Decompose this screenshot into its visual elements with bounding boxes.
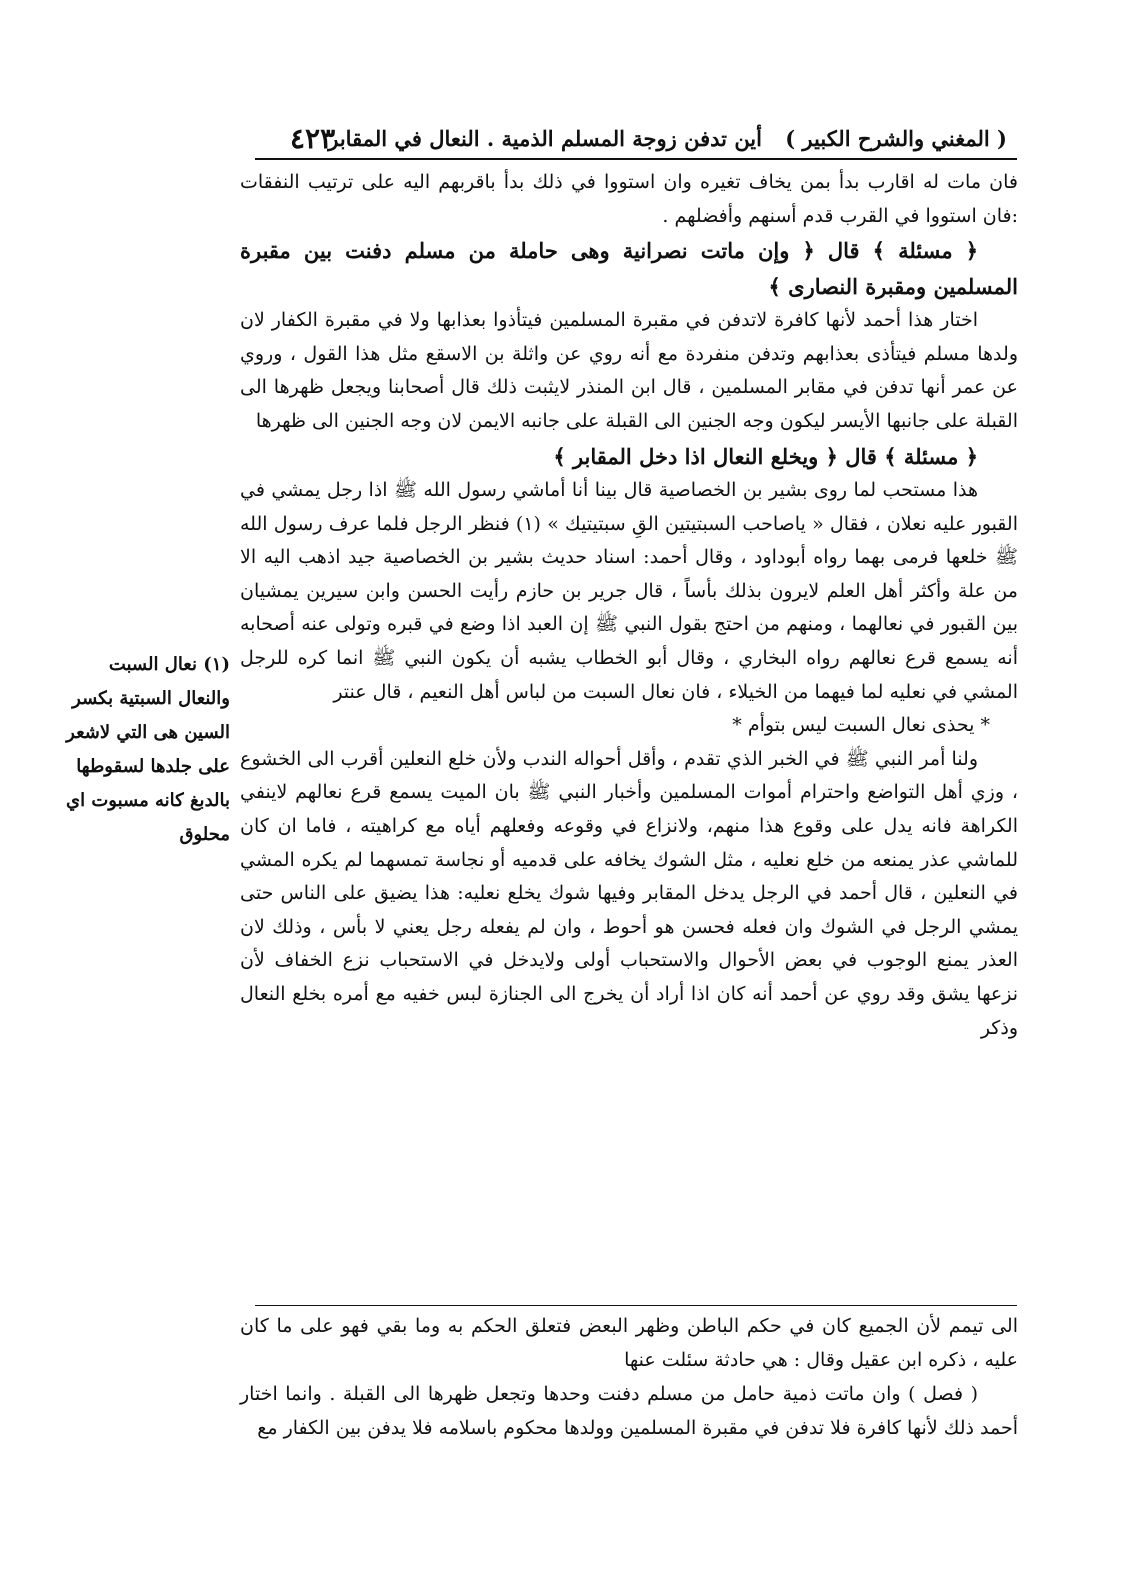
section-heading: ﴿ مسئلة ﴾ قال ﴿ ويخلع النعال اذا دخل المقابر ﴾ — [553, 443, 978, 469]
header-rule — [255, 158, 1017, 160]
paragraph: ( فصل ) وان ماتت ذمية حامل من مسلم دفنت وحدها وتجعل ظهرها الى القبلة . وانما اختار أحمد ذلك لأنها كافرة فلا تدفن في مقبرة المسلمين وولدها محكوم باسلامه فلا يدفن بين الكفار مع — [240, 1383, 1018, 1439]
main-text — [240, 166, 1018, 1301]
paragraph: ولنا أمر النبي ﷺ في الخبر الذي تقدم ، وأقل أحواله الندب ولأن خلع النعلين أقرب الى الخشوع ، وزي أهل التواضع واحترام أموات المسلمين وأخبار النبي ﷺ بان الميت يسمع قرع نعالهم لاينفي الكراهة فانه يدل على وقوع هذا منهم، ولانزاع في وقوعه وفعلهم أياه مع كراهيته ، فاما ان كان للماشي عذر يمنعه من خلع نعليه ، مثل الشوك يخافه على قدميه أو نجاسة تمسهما لم يكره المشي في النعلين ، قال أحمد في الرجل يدخل المقابر وفيها شوك يخلع نعليه: هذا يضيق على الناس حتى يمشي الرجل في الشوك وان فعله فحسن هو أحوط ، وان لم يفعله رجل يعني لا بأس ، وذلك لان العذر يمنع الوجوب في بعض الأحوال والاستحباب أولى ولايدخل في الاستحباب نزع الخفاف لأن نزعها يشق وقد روي عن أحمد أنه كان اذا أراد أن يخرج الى الجنازة لبس خفيه مع أمره بخلع النعال وذكر — [240, 747, 1018, 1039]
page-number: ٤٢٣ — [290, 122, 336, 155]
section-heading: ﴿ مسئلة ﴾ قال ﴿ وإن ماتت نصرانية وهى حاملة من مسلم دفنت بين مقبرة المسلمين ومقبرة النصارى ﴾ — [240, 238, 1018, 299]
paragraph: فان مات له اقارب بدأ بمن يخاف تغيره وان استووا في ذلك بدأ باقربهم اليه على ترتيب النفقات :فان استووا في القرب قدم أسنهم وأفضلهم . — [240, 171, 1018, 227]
page-header — [255, 122, 1017, 156]
side-footnote: (١) نعال السبت والنعال السبتية بكسر السين هى التي لاشعر على جلدها لسقوطها بالدبغ كانه مسبوت اي محلوق — [66, 654, 230, 845]
book-title: ( المغني والشرح الكبير ) — [785, 126, 1007, 151]
section-divider — [255, 1305, 1017, 1306]
verse-line: * يحذى نعال السبت ليس بتوأم * — [732, 714, 990, 737]
paragraph: الى تيمم لأن الجميع كان في حكم الباطن وظهر البعض فتعلق الحكم به وما بقي فهو على ما كان عليه ، ذكره ابن عقيل وقال : هي حادثة سئلت عنها — [240, 1315, 1018, 1371]
paragraph: اختار هذا أحمد لأنها كافرة لاتدفن في مقبرة المسلمين فيتأذوا بعذابها ولا في مقبرة الكفار لان ولدها مسلم فيتأذى بعذابهم وتدفن منفردة مع أنه روي عن واثلة بن الاسقع مثل هذا القول ، وروي عن عمر أنها تدفن في مقابر المسلمين ، قال ابن المنذر لايثبت ذلك قال أصحابنا ويجعل ظهرها الى القبلة على جانبها الأيسر ليكون وجه الجنين الى القبلة على جانبه الايمن لان وجه الجنين الى ظهرها — [240, 309, 1018, 432]
lower-text — [240, 1309, 1018, 1509]
paragraph: هذا مستحب لما روى بشير بن الخصاصية قال بينا أنا أماشي رسول الله ﷺ اذا رجل يمشي في القبور عليه نعلان ، فقال « ياصاحب السبتيتين القِ سبتيتيك » (١) فنظر الرجل فلما عرف رسول الله ﷺ خلعها فرمى بهما رواه أبوداود ، وقال أحمد: اسناد حديث بشير بن الخصاصية جيد اذهب اليه الا من علة وأكثر أهل العلم لايرون بذلك بأساً ، قال جرير بن حازم رأيت الحسن وابن سيرين يمشيان بين القبور في نعالهما ، ومنهم من احتج بقول النبي ﷺ إن العبد اذا وضع في قبره وتولى عنه أصحابه أنه يسمع قرع نعالهم رواه البخاري ، وقال أبو الخطاب يشبه أن يكون النبي ﷺ انما كره للرجل المشي في نعليه لما فيهما من الخيلاء ، فان نعال السبت من لباس أهل النعيم ، قال عنتر — [240, 479, 1018, 703]
section-title: أين تدفن زوجة المسلم الذمية . النعال في المقابر — [328, 126, 762, 151]
